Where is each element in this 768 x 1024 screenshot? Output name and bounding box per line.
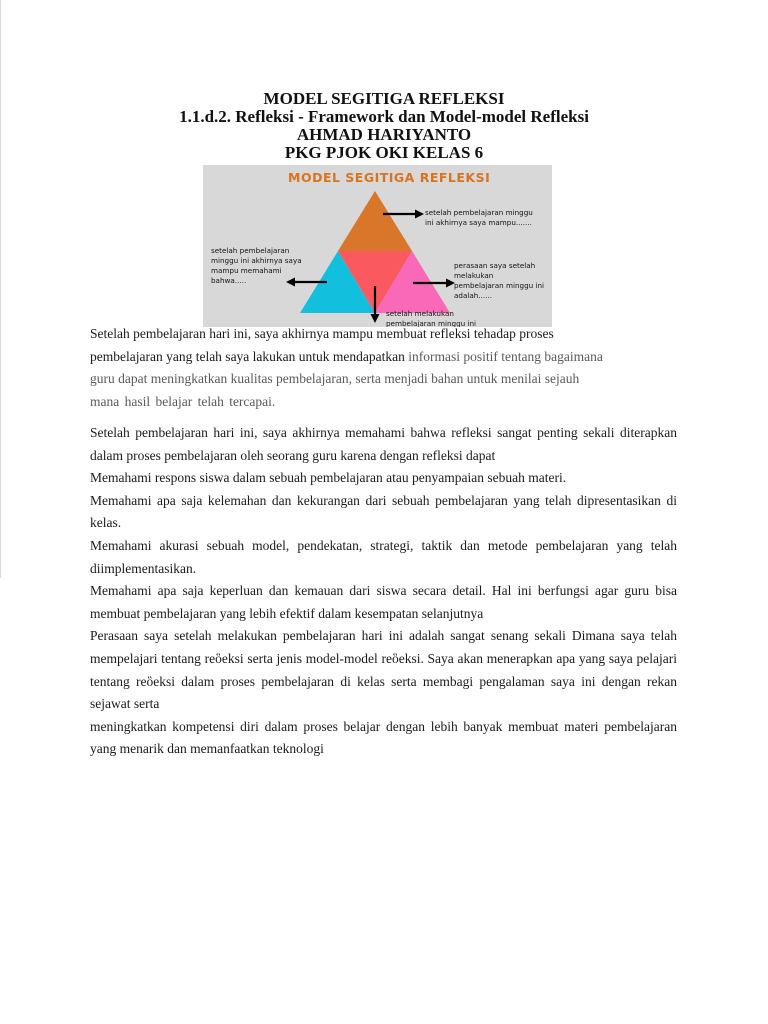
body-paragraph: meningkatkan kompetensi diri dalam proses belajar dengan lebih banyak membuat materi pembelajaran yang menarik dan memanfaatkan teknologi bbox=[90, 718, 677, 757]
body-paragraph: Memahami akurasi sebuah model, pendekatan, strategi, taktik dan metode pembelajaran yang telah diimplementasikan. bbox=[90, 537, 677, 576]
note-right: perasaan saya setelah melakukan pembelajaran minggu ini adalah...... bbox=[454, 261, 545, 300]
triangle-top-segment bbox=[338, 191, 412, 251]
subtitle-line: 1.1.d.2. Refleksi - Framework dan Model-model Refleksi bbox=[179, 107, 589, 126]
author-line: AHMAD HARIYANTO bbox=[296, 125, 472, 144]
reflection-triangle-figure bbox=[203, 165, 552, 327]
note-top-right: setelah pembelajaran minggu ini akhirnya saya mampu....... bbox=[425, 208, 533, 227]
body-paragraph: Memahami apa saja keperluan dan kemauan dari siswa secara detail. Hal ini berfungsi agar guru bisa membuat pembelajaran yang lebih efektif dalam kesempatan selanjutnya bbox=[90, 583, 677, 621]
title-line: MODEL SEGITIGA REFLEKSI bbox=[263, 89, 505, 108]
intro-paragraph bbox=[90, 323, 677, 413]
text-line: Setelah pembelajaran hari ini, saya akhirnya mampu membuat refleksi tehadap proses bbox=[90, 326, 554, 341]
body-paragraph: Perasaan saya setelah melakukan pembelajaran hari ini adalah sangat senang sekali Dimana saya telah mempelajari tentang reὃeksi serta jenis model-model reὃeksi. Saya akan menerapkan apa yang saya pelajari tentang reὃeksi dalam proses pembelajaran di kelas serta membagi pengalaman saya ini dengan rekan sejawat serta bbox=[90, 628, 677, 712]
reflection-body bbox=[90, 422, 677, 761]
text-span: pembelajaran yang telah saya lakukan untuk mendapatkan bbox=[90, 348, 409, 364]
document-title-block bbox=[90, 90, 678, 162]
class-line: PKG PJOK OKI KELAS 6 bbox=[284, 143, 484, 162]
text-span-grey: informasi positif tentang bagaimana bbox=[408, 348, 603, 364]
body-paragraph: Memahami respons siswa dalam sebuah pembelajaran atau penyampaian sebuah materi. bbox=[90, 470, 567, 486]
body-paragraph: Memahami apa saja kelemahan dan kekurangan dari sebuah pembelajaran yang telah dipresentasikan di kelas. bbox=[90, 492, 677, 531]
triangle-diagram bbox=[203, 165, 552, 327]
figure-title: MODEL SEGITIGA REFLEKSI bbox=[288, 170, 491, 185]
text-line-grey: guru dapat meningkatkan kualitas pembelajaran, serta menjadi bahan untuk menilai sejauh bbox=[90, 371, 580, 387]
note-bottom: setelah melakukan pembelajaran minggu ini bbox=[386, 309, 477, 327]
text-line-grey: mana hasil belajar telah tercapai. bbox=[90, 393, 276, 409]
body-paragraph: Setelah pembelajaran hari ini, saya akhirnya memahami bahwa refleksi sangat penting sekali diterapkan dalam proses pembelajaran oleh seorang guru karena dengan refleksi dapat bbox=[90, 425, 677, 463]
text-line bbox=[90, 346, 677, 369]
note-left: setelah pembelajaran minggu ini akhirnya saya mampu memahami bahwa..... bbox=[211, 246, 302, 285]
page-edge bbox=[0, 0, 1, 578]
